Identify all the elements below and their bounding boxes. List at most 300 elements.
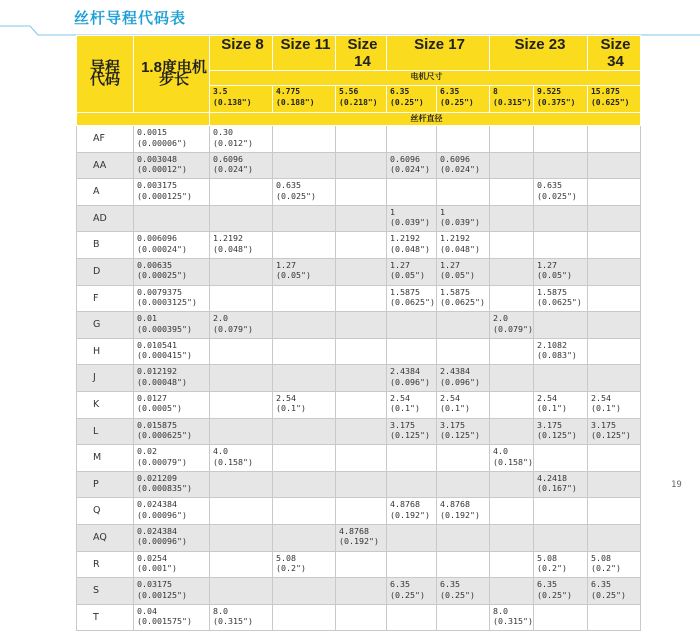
step-length-cell [134, 391, 210, 418]
step-length-cell [134, 258, 210, 285]
lead-value-mm: 4.2418 [536, 472, 567, 483]
lead-value-cell [336, 498, 387, 525]
lead-value-cell [387, 471, 437, 498]
lead-value-cell [490, 126, 534, 153]
table-row [77, 471, 641, 498]
lead-value-mm: 1 [440, 206, 445, 217]
lead-value-cell [587, 152, 640, 179]
lead-code-cell: S [77, 578, 134, 605]
step-length-mm: 0.024384 [137, 525, 177, 536]
step-length-cell [134, 152, 210, 179]
lead-value-cell [336, 338, 387, 365]
table-row [77, 604, 641, 631]
lead-value-mm: 1.27 [390, 259, 410, 270]
lead-value-cell [533, 418, 587, 445]
lead-value-cell [273, 205, 336, 232]
lead-value-mm: 1.5875 [536, 286, 567, 297]
lead-value-mm: 2.54 [590, 392, 611, 403]
lead-value-cell [273, 312, 336, 339]
lead-value-inch: (0.125") [536, 430, 577, 441]
lead-value-cell [387, 285, 437, 312]
lead-value-mm: 4.8768 [440, 499, 470, 510]
diameter-inch: (0.25") [440, 98, 474, 107]
lead-value-cell [490, 338, 534, 365]
lead-value-cell [387, 365, 437, 392]
lead-value-cell [437, 578, 490, 605]
lead-value-cell [273, 338, 336, 365]
lead-value-inch: (0.096") [440, 376, 480, 387]
lead-value-cell [587, 524, 640, 551]
lead-value-cell [336, 258, 387, 285]
step-length-inch: (0.000625") [137, 430, 192, 441]
lead-value-cell [336, 445, 387, 472]
step-length-cell [134, 524, 210, 551]
lead-value-cell [490, 578, 534, 605]
lead-value-inch: (0.025") [536, 190, 577, 201]
diameter-inch: (0.315") [493, 98, 532, 107]
step-length-mm: 0.0079375 [137, 286, 182, 297]
table-row [77, 445, 641, 472]
lead-value-inch: (0.05") [536, 270, 572, 281]
lead-value-cell [490, 365, 534, 392]
lead-value-cell [533, 338, 587, 365]
lead-value-cell [273, 471, 336, 498]
diameter-mm: 15.875 [590, 87, 620, 96]
lead-value-cell [533, 524, 587, 551]
size-label: Size 17 [387, 36, 490, 71]
lead-value-cell [490, 445, 534, 472]
lead-value-inch: (0.25") [440, 589, 475, 600]
lead-value-cell [336, 179, 387, 206]
lead-value-cell [210, 365, 273, 392]
table-row [77, 338, 641, 365]
lead-value-mm: 3.175 [590, 419, 616, 430]
diameter-mm: 4.775 [276, 87, 301, 96]
lead-value-mm: 1 [390, 206, 395, 217]
lead-value-cell [387, 152, 437, 179]
lead-value-cell [437, 205, 490, 232]
step-length-inch: (0.00079") [137, 456, 187, 467]
step-length-mm: 0.03175 [137, 579, 172, 590]
lead-value-inch: (0.048") [213, 243, 253, 254]
lead-value-cell [587, 232, 640, 259]
lead-value-inch: (0.048") [390, 243, 430, 254]
lead-value-cell [437, 285, 490, 312]
lead-value-cell [336, 391, 387, 418]
diameter-inch: (0.188") [276, 98, 315, 107]
lead-value-cell [210, 498, 273, 525]
step-length-cell [134, 312, 210, 339]
step-length-cell [134, 418, 210, 445]
lead-value-cell [387, 498, 437, 525]
lead-value-mm: 2.0 [213, 313, 228, 324]
lead-code-cell: T [77, 604, 134, 631]
lead-value-inch: (0.05") [276, 270, 311, 281]
lead-value-inch: (0.1") [590, 403, 621, 414]
diameter-header-cell [336, 86, 387, 113]
lead-code-table [76, 35, 641, 631]
lead-value-cell [490, 232, 534, 259]
lead-value-cell [437, 418, 490, 445]
lead-code-cell: K [77, 391, 134, 418]
lead-value-inch: (0.024") [390, 164, 430, 175]
step-length-inch: (0.00096") [137, 536, 187, 547]
lead-value-cell [533, 578, 587, 605]
lead-value-mm: 5.08 [536, 552, 557, 563]
lead-value-mm: 2.54 [440, 392, 460, 403]
lead-value-cell [490, 498, 534, 525]
step-length-mm: 0.0015 [137, 127, 167, 137]
step-length-inch: (0.00006") [137, 137, 187, 148]
lead-value-inch: (0.05") [440, 270, 475, 281]
lead-value-inch: (0.315") [213, 616, 253, 627]
lead-value-inch: (0.192") [390, 509, 430, 520]
lead-value-cell [490, 604, 534, 631]
lead-value-inch: (0.079") [493, 323, 533, 334]
step-length-inch: (0.000395") [137, 323, 192, 334]
lead-value-cell [273, 418, 336, 445]
lead-value-cell [533, 126, 587, 153]
lead-value-cell [210, 551, 273, 578]
lead-value-inch: (0.125") [440, 430, 480, 441]
step-length-mm: 0.006096 [137, 233, 177, 244]
lead-value-cell [387, 524, 437, 551]
diameter-header-cell [387, 86, 437, 113]
table-row [77, 578, 641, 605]
lead-value-cell [387, 312, 437, 339]
step-length-mm: 0.01 [137, 313, 157, 324]
lead-value-mm: 4.0 [493, 446, 508, 457]
lead-value-cell [490, 152, 534, 179]
step-length-mm: 0.012192 [137, 366, 177, 377]
diameter-header-cell [490, 86, 534, 113]
lead-value-cell [336, 205, 387, 232]
step-length-mm: 0.00635 [137, 259, 172, 270]
step-length-mm: 0.015875 [137, 419, 177, 430]
step-length-mm: 0.02 [137, 446, 157, 457]
lead-value-mm: 2.0 [493, 313, 508, 324]
lead-value-cell [490, 551, 534, 578]
lead-value-inch: (0.125") [390, 430, 430, 441]
lead-value-inch: (0.024") [213, 164, 253, 175]
lead-value-cell [533, 285, 587, 312]
lead-value-mm: 8.0 [493, 605, 508, 616]
lead-value-cell [533, 391, 587, 418]
table-row [77, 152, 641, 179]
lead-value-cell [336, 365, 387, 392]
lead-value-mm: 0.6096 [213, 153, 243, 164]
lead-value-cell [273, 391, 336, 418]
step-length-cell [134, 604, 210, 631]
lead-value-cell [533, 471, 587, 498]
lead-value-mm: 1.5875 [440, 286, 470, 297]
lead-value-mm: 4.0 [213, 446, 228, 457]
lead-value-inch: (0.125") [590, 430, 631, 441]
lead-value-mm: 1.2192 [213, 233, 243, 244]
lead-value-cell [273, 498, 336, 525]
lead-value-mm: 1.27 [536, 259, 557, 270]
diameter-mm: 6.35 [440, 87, 460, 96]
lead-value-inch: (0.2") [590, 563, 621, 573]
lead-value-cell [210, 258, 273, 285]
step-length-inch: (0.001575") [137, 616, 192, 627]
table-row [77, 498, 641, 525]
lead-value-cell [210, 604, 273, 631]
lead-value-mm: 5.08 [590, 552, 611, 563]
lead-value-mm: 4.8768 [339, 525, 369, 536]
lead-value-cell [387, 391, 437, 418]
lead-value-cell [210, 179, 273, 206]
lead-value-cell [273, 445, 336, 472]
lead-value-mm: 1.27 [440, 259, 460, 270]
lead-value-mm: 4.8768 [390, 499, 420, 510]
diameter-mm: 8 [493, 87, 498, 96]
diameter-header-cell [533, 86, 587, 113]
lead-value-mm: 8.0 [213, 605, 228, 616]
lead-value-inch: (0.0625") [440, 297, 485, 308]
size-label: Size 23 [490, 36, 588, 71]
table-row [77, 418, 641, 445]
lead-value-cell [533, 365, 587, 392]
lead-value-inch: (0.039") [390, 217, 430, 228]
lead-value-cell [387, 338, 437, 365]
table-row [77, 285, 641, 312]
lead-value-cell [533, 551, 587, 578]
lead-value-cell [490, 285, 534, 312]
lead-value-cell [210, 312, 273, 339]
lead-code-cell: G [77, 312, 134, 339]
size-label: Size 34 [587, 36, 640, 71]
size-label: Size 11 [273, 36, 336, 71]
lead-value-cell [273, 126, 336, 153]
motor-size-header: 电机尺寸 [210, 71, 641, 86]
lead-value-cell [387, 232, 437, 259]
step-length-mm: 0.010541 [137, 339, 177, 350]
lead-value-cell [387, 551, 437, 578]
lead-value-inch: (0.025") [276, 190, 316, 201]
lead-value-cell [437, 604, 490, 631]
lead-code-cell: AD [77, 205, 134, 232]
lead-value-cell [437, 338, 490, 365]
lead-value-cell [273, 365, 336, 392]
diameter-inch: (0.625") [590, 98, 630, 107]
lead-value-cell [490, 418, 534, 445]
step-length-inch: (0.00096") [137, 509, 187, 520]
step-length-inch: (0.0005") [137, 403, 182, 414]
lead-value-cell [587, 498, 640, 525]
step-length-cell [134, 338, 210, 365]
lead-value-inch: (0.2") [536, 563, 567, 573]
lead-value-cell [533, 152, 587, 179]
lead-value-inch: (0.315") [493, 616, 533, 627]
step-length-cell [134, 578, 210, 605]
lead-value-cell [210, 391, 273, 418]
lead-value-inch: (0.1") [276, 403, 306, 414]
step-length-cell [134, 126, 210, 153]
lead-value-mm: 0.6096 [390, 153, 420, 164]
lead-value-cell [210, 205, 273, 232]
step-length-cell [134, 285, 210, 312]
lead-value-inch: (0.1") [390, 403, 420, 414]
table-row [77, 179, 641, 206]
lead-value-cell [387, 418, 437, 445]
diameter-inch: (0.218") [339, 98, 378, 107]
lead-code-cell: D [77, 258, 134, 285]
lead-value-inch: (0.158") [213, 456, 253, 467]
lead-value-cell [387, 578, 437, 605]
lead-value-cell [387, 258, 437, 285]
lead-code-cell: AA [77, 152, 134, 179]
diameter-header-cell [437, 86, 490, 113]
lead-value-cell [587, 258, 640, 285]
table-row [77, 205, 641, 232]
lead-value-inch: (0.192") [440, 509, 480, 520]
lead-value-cell [533, 258, 587, 285]
table-row [77, 232, 641, 259]
lead-value-cell [587, 445, 640, 472]
lead-value-cell [437, 179, 490, 206]
lead-value-cell [336, 312, 387, 339]
lead-value-cell [490, 524, 534, 551]
lead-value-cell [437, 551, 490, 578]
lead-value-cell [336, 152, 387, 179]
lead-value-inch: (0.0625") [536, 297, 582, 308]
lead-value-cell [587, 205, 640, 232]
table-row [77, 391, 641, 418]
lead-value-inch: (0.012") [213, 137, 253, 148]
lead-value-cell [437, 232, 490, 259]
lead-value-cell [336, 232, 387, 259]
lead-value-cell [273, 551, 336, 578]
table-row [77, 551, 641, 578]
step-length-mm: 0.0254 [137, 552, 167, 563]
step-length-cell [134, 232, 210, 259]
lead-value-cell [336, 551, 387, 578]
lead-code-cell: H [77, 338, 134, 365]
step-length-mm: 0.003175 [137, 180, 177, 191]
lead-value-inch: (0.25") [590, 589, 626, 600]
diameter-mm: 9.525 [536, 87, 562, 96]
lead-code-cell: M [77, 445, 134, 472]
lead-value-cell [587, 604, 640, 631]
lead-value-cell [210, 285, 273, 312]
lead-value-cell [437, 391, 490, 418]
lead-value-cell [273, 285, 336, 312]
lead-value-cell [336, 471, 387, 498]
step-length-inch: (0.00048") [137, 376, 187, 387]
lead-code-cell: AQ [77, 524, 134, 551]
lead-value-inch: (0.158") [493, 456, 533, 467]
lead-value-cell [273, 258, 336, 285]
lead-value-cell [587, 418, 640, 445]
lead-value-cell [210, 524, 273, 551]
table-row [77, 126, 641, 153]
size-header-row [77, 36, 641, 71]
lead-value-cell [587, 126, 640, 153]
lead-value-cell [490, 205, 534, 232]
lead-value-cell [533, 232, 587, 259]
diameter-inch: (0.138") [213, 98, 252, 107]
lead-value-cell [273, 578, 336, 605]
lead-value-inch: (0.083") [536, 350, 577, 361]
lead-value-mm: 0.635 [276, 180, 301, 191]
lead-code-cell: R [77, 551, 134, 578]
table-row [77, 258, 641, 285]
lead-value-cell [336, 418, 387, 445]
lead-value-mm: 2.1082 [536, 339, 567, 350]
lead-value-cell [587, 312, 640, 339]
diameter-inch: (0.375") [536, 98, 576, 107]
lead-value-cell [490, 391, 534, 418]
lead-value-inch: (0.1") [536, 403, 567, 414]
lead-value-cell [587, 338, 640, 365]
lead-value-mm: 6.35 [440, 579, 460, 590]
lead-code-cell: J [77, 365, 134, 392]
lead-value-cell [336, 524, 387, 551]
lead-value-cell [437, 471, 490, 498]
lead-value-inch: (0.024") [440, 164, 480, 175]
lead-value-mm: 3.175 [536, 419, 562, 430]
lead-value-cell [437, 258, 490, 285]
step-length-cell [134, 365, 210, 392]
lead-value-mm: 2.54 [276, 392, 296, 403]
step-length-inch: (0.00025") [137, 270, 187, 281]
step-length-mm: 0.021209 [137, 472, 177, 483]
table-row [77, 365, 641, 392]
step-length-mm: 0.04 [137, 605, 157, 616]
lead-value-cell [210, 152, 273, 179]
step-length-inch: (0.00125") [137, 589, 187, 600]
lead-value-mm: 1.2192 [390, 233, 420, 244]
diameter-mm: 3.5 [213, 87, 228, 96]
lead-value-inch: (0.25") [536, 589, 572, 600]
lead-value-cell [387, 179, 437, 206]
page-number: 19 [671, 480, 682, 490]
lead-value-cell [587, 365, 640, 392]
lead-value-inch: (0.0625") [390, 297, 435, 308]
lead-value-cell [210, 126, 273, 153]
lead-value-mm: 3.175 [440, 419, 465, 430]
lead-code-cell: Q [77, 498, 134, 525]
step-length-inch: (0.000415") [137, 350, 192, 361]
lead-value-inch: (0.096") [390, 376, 430, 387]
page-title: 丝杆导程代码表 [74, 9, 187, 27]
lead-value-mm: 0.6096 [440, 153, 470, 164]
diameter-header-cell [587, 86, 640, 113]
lead-value-mm: 1.5875 [390, 286, 420, 297]
screw-diameter-header: 丝杆直径 [210, 113, 641, 126]
step-length-inch: (0.001") [137, 563, 177, 573]
step-length-cell [134, 551, 210, 578]
screw-diameter-header-row [77, 113, 641, 126]
lead-code-cell: L [77, 418, 134, 445]
lead-value-mm: 6.35 [536, 579, 557, 590]
lead-value-cell [336, 285, 387, 312]
lead-value-cell [490, 471, 534, 498]
lead-value-cell [210, 471, 273, 498]
lead-value-cell [587, 471, 640, 498]
lead-code-cell: P [77, 471, 134, 498]
lead-value-cell [336, 604, 387, 631]
lead-value-cell [437, 365, 490, 392]
lead-value-inch: (0.05") [390, 270, 425, 281]
lead-value-cell [490, 179, 534, 206]
lead-value-cell [273, 604, 336, 631]
step-length-inch: (0.00012") [137, 164, 187, 175]
lead-value-cell [437, 152, 490, 179]
lead-value-cell [210, 418, 273, 445]
step-length-inch: (0.000835") [137, 483, 192, 494]
